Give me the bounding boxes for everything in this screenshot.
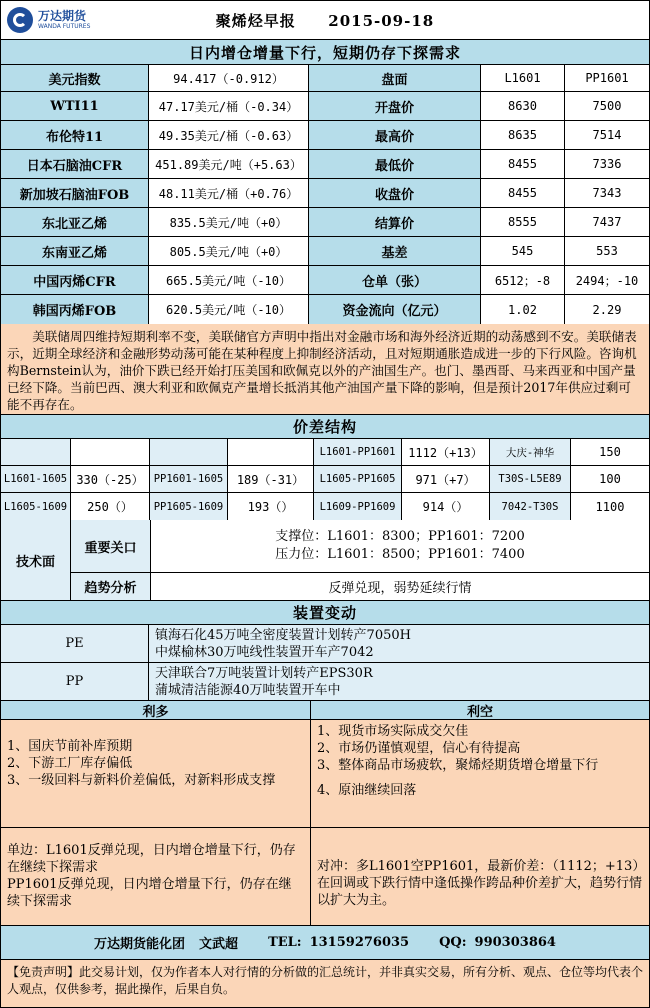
qq-number: 990303864 [474, 935, 556, 950]
indicator-name: 布伦特11 [1, 121, 149, 149]
indicator-name: 东南亚乙烯 [1, 237, 149, 265]
pp-label: PP [1, 663, 149, 700]
bull-item: 1、国庆节前补库预期 [7, 739, 133, 754]
technical-section [1, 520, 649, 601]
bullbear-header [1, 701, 649, 720]
technical-label: 技术面 [1, 520, 71, 600]
indicator-name: 东北亚乙烯 [1, 208, 149, 236]
strategy-line: PP1601反弹兑现，日内增仓增量下行，仍存在继续下探需求 [7, 877, 292, 909]
indicator-value: 48.11美元/桶（+0.76） [149, 179, 309, 207]
spread-pair: PP1605-1609 [150, 493, 228, 520]
pe-change: 镇海石化45万吨全密度装置计划转产7050H [155, 627, 411, 643]
l1601-value: 545 [481, 237, 565, 265]
contact-bar [1, 926, 649, 960]
spread-value: 1100 [571, 493, 649, 520]
spread-value: 250（） [71, 493, 150, 520]
spread-pair: 7042-T30S [490, 493, 571, 520]
indicator-name: 美元指数 [1, 65, 149, 91]
market-row [1, 179, 649, 208]
spread-pair: L1605-1609 [1, 493, 71, 520]
l1601-value: 6512；-8 [481, 266, 565, 294]
indicator-value: 49.35美元/桶（-0.63） [149, 121, 309, 149]
market-row [1, 208, 649, 237]
spread-pair [1, 439, 71, 465]
spread-value [71, 439, 150, 465]
spread-value: 330（-25） [71, 466, 150, 492]
market-row [1, 237, 649, 266]
spread-table [1, 439, 649, 520]
market-row [1, 150, 649, 179]
bull-item: 2、下游工厂库存偏低 [7, 756, 133, 771]
pe-change: 中煤榆林30万吨线性装置开车产7042 [155, 644, 374, 660]
qq-label: QQ: [439, 935, 467, 950]
l1601-value: 8455 [481, 150, 565, 178]
spread-row [1, 439, 649, 466]
report-header [1, 1, 649, 40]
tel-number: 13159276035 [309, 935, 410, 950]
indicator-name: 新加坡石脑油FOB [1, 179, 149, 207]
l1601-value: 8630 [481, 92, 565, 120]
spread-value: 150 [571, 439, 649, 465]
single-strategy [1, 828, 311, 925]
spread-pair: L1605-PP1605 [314, 466, 402, 492]
device-pp-row [1, 663, 649, 701]
quote-field: 盘面 [309, 65, 481, 91]
quote-field: 最低价 [309, 150, 481, 178]
pp-change: 蒲城清洁能源40万吨装置开车中 [155, 682, 341, 698]
spread-value [228, 439, 314, 465]
quote-field: 最高价 [309, 121, 481, 149]
quote-field: 结算价 [309, 208, 481, 236]
pp1601-value: 7343 [565, 179, 649, 207]
pp1601-value: 7336 [565, 150, 649, 178]
bullbear-content [1, 720, 649, 828]
support-level: 支撑位：L1601：8300；PP1601：7200 [275, 529, 525, 544]
bear-title: 利空 [311, 701, 649, 719]
market-row [1, 92, 649, 121]
key-level-label: 重要关口 [71, 520, 151, 572]
spread-pair: 大庆-神华 [490, 439, 571, 465]
spread-value: 1112（+13） [402, 439, 490, 465]
spread-title: 价差结构 [1, 415, 649, 439]
device-pe-row [1, 625, 649, 663]
resistance-level: 压力位：L1601：8500；PP1601：7400 [275, 547, 525, 562]
quote-field: 基差 [309, 237, 481, 265]
pp-change: 天津联合7万吨装置计划转产EPS30R [155, 665, 373, 681]
market-commentary: 美联储周四维持短期利率不变，美联储官方声明中指出对金融市场和海外经济近期的动荡感到不安。美联储表示，近期全球经济和金融形势动荡可能在某种程度上抑制经济活动，且对短期通胀造成进一步的下行风险。咨询机构Bernstein认为，油价下跌已经开始打压美国和欧佩克以外的产油国生产。也门、墨西哥、马来西亚和中国产量已经下降。当前巴西、澳大利亚和欧佩克产量增长抵消其他产油国产量下降的影响，但是预计2017年供应过剩可能不再存在。 [1, 324, 649, 415]
market-row [1, 295, 649, 324]
strategy-section [1, 828, 649, 926]
logo-english: WANDA FUTURES [38, 23, 91, 30]
pp1601-value: PP1601 [565, 65, 649, 91]
spread-value: 971（+7） [402, 466, 490, 492]
market-header-row [1, 65, 649, 92]
pe-label: PE [1, 625, 149, 662]
indicator-name: WTI11 [1, 92, 149, 120]
pp1601-value: 7514 [565, 121, 649, 149]
spread-pair: L1601-PP1601 [314, 439, 402, 465]
spread-value: 189（-31） [228, 466, 314, 492]
pp1601-value: 2494；-10 [565, 266, 649, 294]
bear-item: 3、整体商品市场疲软，聚烯烃期货增仓增量下行 [317, 758, 599, 773]
bull-factors [1, 720, 311, 827]
tel-label: TEL: [268, 935, 302, 950]
market-table [1, 65, 649, 324]
spread-pair [150, 439, 228, 465]
spread-pair: L1609-PP1609 [314, 493, 402, 520]
quote-field: 仓单（张） [309, 266, 481, 294]
indicator-name: 韩国丙烯FOB [1, 295, 149, 324]
spread-pair: L1601-1605 [1, 466, 71, 492]
pp1601-value: 7500 [565, 92, 649, 120]
l1601-value: L1601 [481, 65, 565, 91]
indicator-value: 451.89美元/吨（+5.63） [149, 150, 309, 178]
trend-analysis: 反弹兑现，弱势延续行情 [151, 573, 649, 600]
trend-label: 趋势分析 [71, 573, 151, 600]
bull-title: 利多 [1, 701, 311, 719]
l1601-value: 8555 [481, 208, 565, 236]
disclaimer: 【免责声明】此交易计划，仅为作者本人对行情的分析做的汇总统计，并非真实交易，所有分析、观点、仓位等均代表个人观点，仅供参考，据此操作，后果自负。 [1, 960, 649, 1007]
team-name: 万达期货能化团 [94, 937, 186, 952]
spread-row [1, 493, 649, 520]
indicator-value: 94.417（-0.912） [149, 65, 309, 91]
logo-icon [7, 7, 33, 33]
pp-changes [149, 663, 649, 700]
hedge-strategy: 对冲：多L1601空PP1601，最新价差：（1112；+13）在回调或下跌行情中逢低操作跨品种价差扩大，趋势行情以扩大为主。 [311, 828, 649, 925]
indicator-value: 805.5美元/吨（+0） [149, 237, 309, 265]
pp1601-value: 2.29 [565, 295, 649, 324]
market-row [1, 121, 649, 150]
market-row [1, 266, 649, 295]
spread-value: 100 [571, 466, 649, 492]
indicator-value: 665.5美元/吨（-10） [149, 266, 309, 294]
device-title: 装置变动 [1, 601, 649, 625]
headline: 日内增仓增量下行，短期仍存下探需求 [1, 40, 649, 65]
indicator-value: 47.17美元/桶（-0.34） [149, 92, 309, 120]
indicator-value: 835.5美元/吨（+0） [149, 208, 309, 236]
bear-factors [311, 720, 649, 827]
spread-pair: PP1601-1605 [150, 466, 228, 492]
indicator-name: 日本石脑油CFR [1, 150, 149, 178]
pp1601-value: 553 [565, 237, 649, 265]
l1601-value: 8635 [481, 121, 565, 149]
spread-value: 193（） [228, 493, 314, 520]
analyst-name: 文武超 [199, 937, 239, 952]
l1601-value: 8455 [481, 179, 565, 207]
bear-item: 1、现货市场实际成交欠佳 [317, 724, 469, 739]
indicator-value: 620.5美元/吨（-10） [149, 295, 309, 324]
quote-field: 收盘价 [309, 179, 481, 207]
spread-value: 914（） [402, 493, 490, 520]
indicator-name: 中国丙烯CFR [1, 266, 149, 294]
spread-row [1, 466, 649, 493]
report-name: 聚烯烃早报 [215, 11, 296, 30]
bear-item: 4、原油继续回落 [317, 783, 417, 798]
report-title [111, 10, 649, 31]
logo-name: 万达期货 [38, 9, 87, 23]
key-levels [151, 520, 649, 572]
pp1601-value: 7437 [565, 208, 649, 236]
bull-item: 3、一级回料与新料价差偏低，对新料形成支撑 [7, 773, 276, 788]
l1601-value: 1.02 [481, 295, 565, 324]
pe-changes [149, 625, 649, 662]
report-date: 2015-09-18 [328, 11, 435, 30]
company-logo [1, 1, 111, 39]
spread-pair: T30S-L5E89 [490, 466, 571, 492]
quote-field: 资金流向（亿元） [309, 295, 481, 324]
strategy-line: 单边：L1601反弹兑现，日内增仓增量下行，仍存在继续下探需求 [7, 843, 296, 875]
quote-field: 开盘价 [309, 92, 481, 120]
bear-item: 2、市场仍谨慎观望，信心有待提高 [317, 741, 521, 756]
